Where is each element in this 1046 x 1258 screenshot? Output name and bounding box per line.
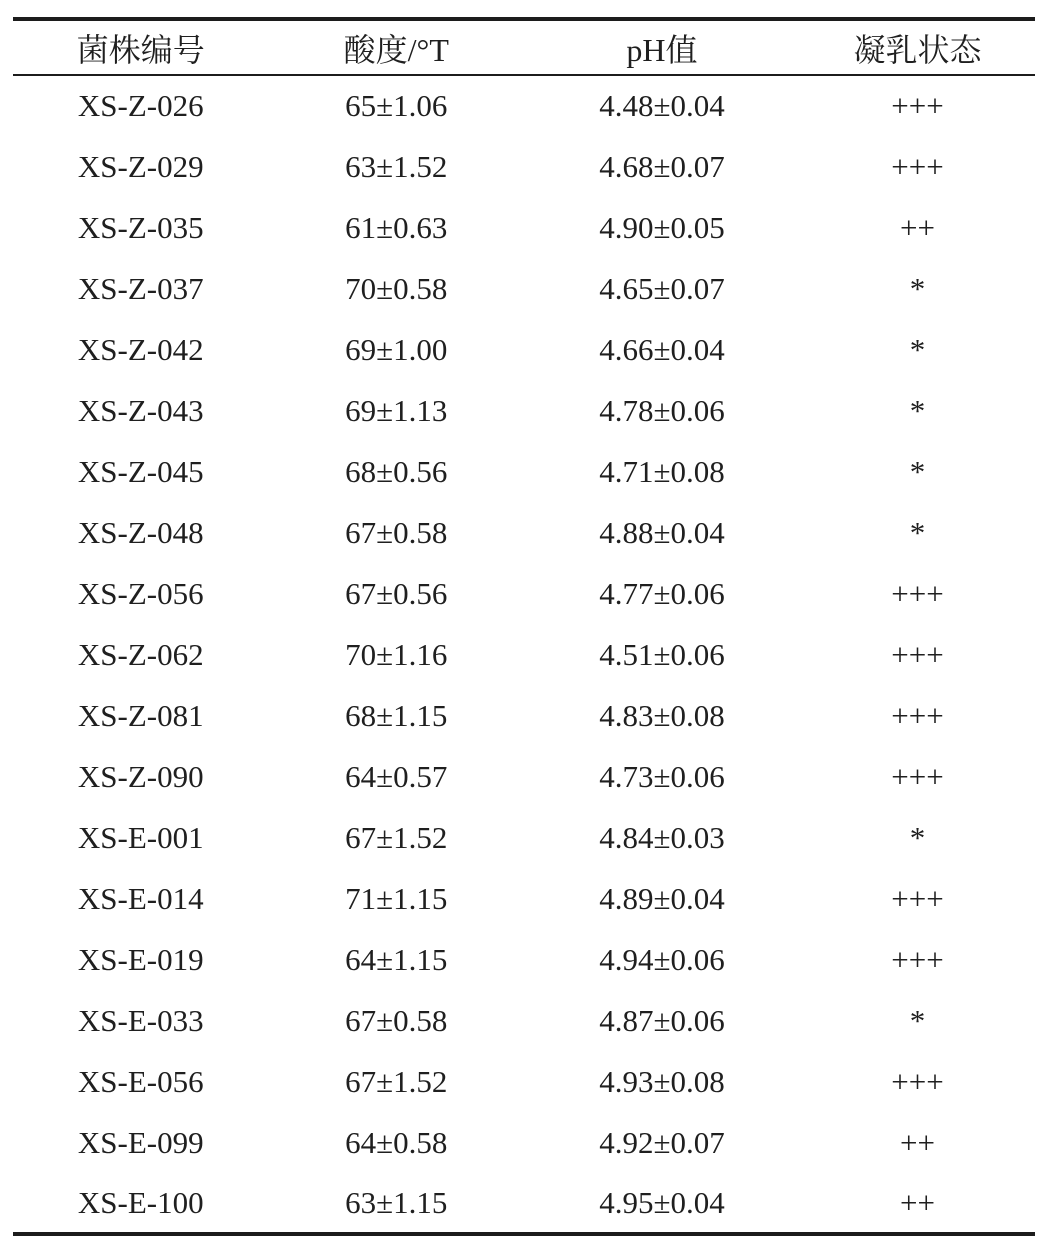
strain-id-cell: XS-E-033 <box>77 1002 204 1038</box>
strain-id-cell: XS-Z-048 <box>77 514 204 550</box>
strain-id-cell: XS-Z-090 <box>77 758 204 794</box>
ph-cell: 4.65±0.07 <box>599 270 725 306</box>
table-row <box>13 1051 1035 1112</box>
curd-state-cell: ++ <box>899 1184 935 1220</box>
curd-state-cell: ++ <box>899 1124 935 1160</box>
curd-state-cell: * <box>909 1002 926 1038</box>
acidity-cell: 63±1.15 <box>345 1184 448 1220</box>
strain-fermentation-table <box>13 17 1035 1236</box>
acidity-cell: 67±0.58 <box>345 1002 448 1038</box>
acidity-cell: 63±1.52 <box>345 148 448 184</box>
strain-id-cell: XS-Z-037 <box>77 270 204 306</box>
table-row <box>13 441 1035 502</box>
strain-id-cell: XS-Z-045 <box>77 453 204 489</box>
acidity-cell: 69±1.00 <box>345 331 448 367</box>
strain-id-cell: XS-E-056 <box>77 1063 204 1099</box>
strain-id-cell: XS-Z-029 <box>77 148 204 184</box>
curd-state-cell: +++ <box>891 941 944 977</box>
curd-state-cell: * <box>909 514 926 550</box>
curd-state-cell: +++ <box>891 758 944 794</box>
table-row <box>13 1173 1035 1234</box>
acidity-cell: 68±0.56 <box>345 453 448 489</box>
table-row <box>13 929 1035 990</box>
ph-cell: 4.93±0.08 <box>599 1063 725 1099</box>
curd-state-cell: +++ <box>891 575 944 611</box>
acidity-cell: 65±1.06 <box>345 88 448 123</box>
strain-id-cell: XS-Z-056 <box>77 575 204 611</box>
ph-cell: 4.94±0.06 <box>599 941 725 977</box>
strain-id-cell: XS-E-001 <box>77 819 204 855</box>
strain-id-cell: XS-E-100 <box>77 1184 204 1220</box>
ph-cell: 4.84±0.03 <box>599 819 725 855</box>
curd-state-cell: ++ <box>899 209 935 245</box>
acidity-cell: 67±1.52 <box>345 1063 448 1099</box>
curd-state-cell: +++ <box>891 697 944 733</box>
curd-state-cell: * <box>909 453 926 489</box>
acidity-cell: 64±1.15 <box>345 941 448 977</box>
table-header <box>13 19 1035 75</box>
curd-state-cell: * <box>909 392 926 428</box>
table-row <box>13 685 1035 746</box>
acidity-cell: 64±0.57 <box>345 758 448 794</box>
table-row <box>13 563 1035 624</box>
strain-id-cell: XS-E-019 <box>77 941 204 977</box>
acidity-cell: 61±0.63 <box>345 209 448 245</box>
curd-state-cell: * <box>909 270 926 306</box>
acidity-cell: 68±1.15 <box>345 697 448 733</box>
table-row <box>13 258 1035 319</box>
ph-cell: 4.83±0.08 <box>599 697 725 733</box>
ph-cell: 4.95±0.04 <box>599 1184 725 1220</box>
table-body <box>13 75 1035 1234</box>
strain-id-cell: XS-Z-081 <box>77 697 204 733</box>
ph-cell: 4.78±0.06 <box>599 392 725 428</box>
curd-state-cell: +++ <box>891 88 944 123</box>
strain-id-cell: XS-Z-043 <box>77 392 204 428</box>
acidity-cell: 67±0.56 <box>345 575 448 611</box>
column-header-curd-state: 凝乳状态 <box>853 31 982 68</box>
ph-cell: 4.89±0.04 <box>599 880 725 916</box>
table-row <box>13 502 1035 563</box>
column-header-strain-id: 菌株编号 <box>76 31 205 68</box>
acidity-cell: 67±1.52 <box>345 819 448 855</box>
curd-state-cell: * <box>909 819 926 855</box>
table-row <box>13 319 1035 380</box>
table-row <box>13 136 1035 197</box>
ph-cell: 4.90±0.05 <box>599 209 725 245</box>
table-row <box>13 1112 1035 1173</box>
ph-cell: 4.77±0.06 <box>599 575 725 611</box>
acidity-cell: 67±0.58 <box>345 514 448 550</box>
table-row <box>13 197 1035 258</box>
strain-id-cell: XS-E-099 <box>77 1124 204 1160</box>
ph-cell: 4.87±0.06 <box>599 1002 725 1038</box>
table-row <box>13 624 1035 685</box>
ph-cell: 4.92±0.07 <box>599 1124 725 1160</box>
curd-state-cell: +++ <box>891 1063 944 1099</box>
ph-cell: 4.68±0.07 <box>599 148 725 184</box>
table-row <box>13 868 1035 929</box>
column-header-acidity: 酸度/°T <box>343 31 449 68</box>
strain-id-cell: XS-Z-026 <box>77 88 204 123</box>
ph-cell: 4.48±0.04 <box>599 88 725 123</box>
strain-id-cell: XS-Z-062 <box>77 636 204 672</box>
curd-state-cell: +++ <box>891 636 944 672</box>
table-row <box>13 990 1035 1051</box>
ph-cell: 4.66±0.04 <box>599 331 725 367</box>
ph-cell: 4.88±0.04 <box>599 514 725 550</box>
column-header-ph: pH值 <box>626 31 698 68</box>
table-header-row <box>13 19 1035 75</box>
acidity-cell: 70±0.58 <box>345 270 448 306</box>
acidity-cell: 71±1.15 <box>345 880 448 916</box>
ph-cell: 4.73±0.06 <box>599 758 725 794</box>
table-row <box>13 75 1035 136</box>
table-row <box>13 807 1035 868</box>
curd-state-cell: * <box>909 331 926 367</box>
table-row <box>13 380 1035 441</box>
strain-id-cell: XS-Z-042 <box>77 331 204 367</box>
ph-cell: 4.51±0.06 <box>599 636 725 672</box>
strain-id-cell: XS-E-014 <box>77 880 204 916</box>
acidity-cell: 70±1.16 <box>345 636 448 672</box>
strain-id-cell: XS-Z-035 <box>77 209 204 245</box>
acidity-cell: 64±0.58 <box>345 1124 448 1160</box>
table-row <box>13 746 1035 807</box>
curd-state-cell: +++ <box>891 880 944 916</box>
ph-cell: 4.71±0.08 <box>599 453 725 489</box>
curd-state-cell: +++ <box>891 148 944 184</box>
acidity-cell: 69±1.13 <box>345 392 448 428</box>
